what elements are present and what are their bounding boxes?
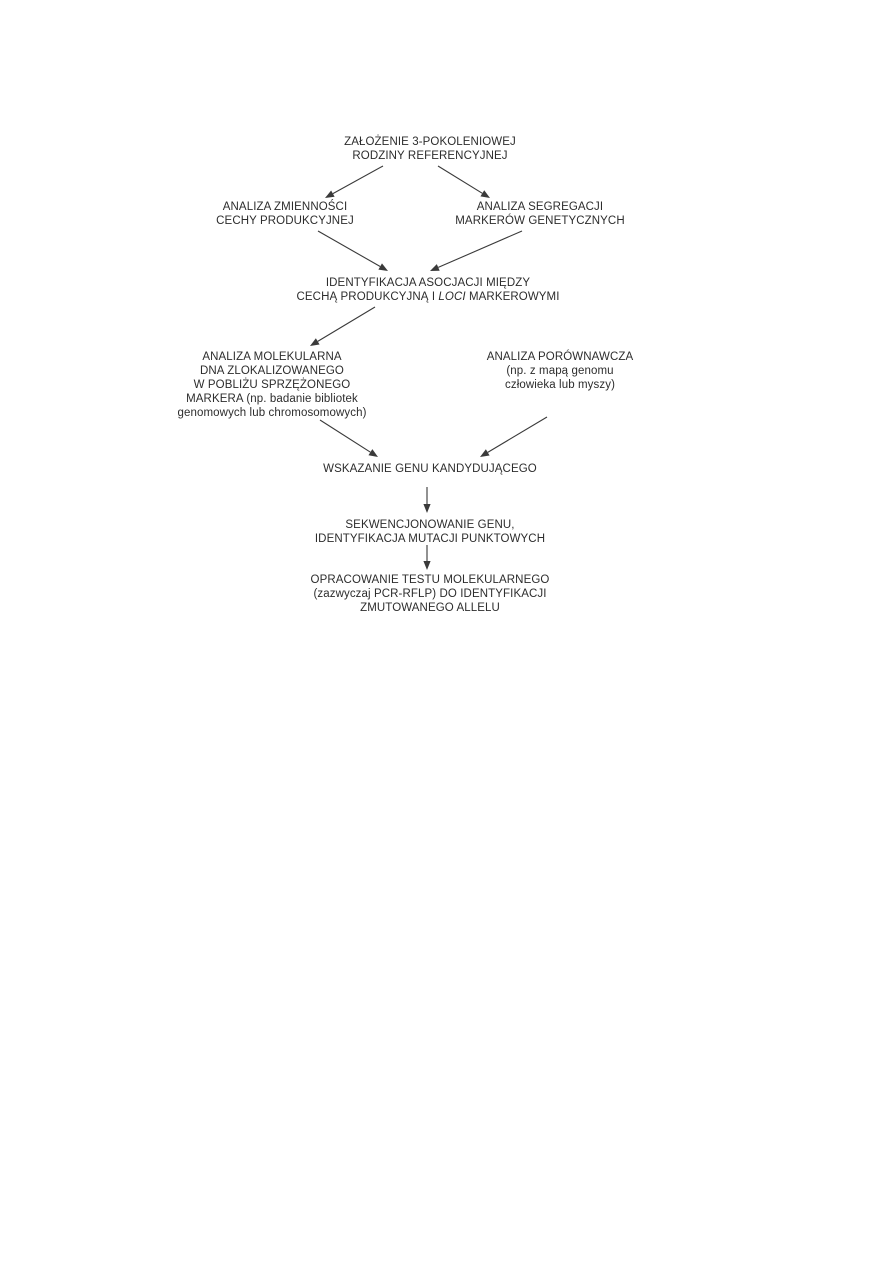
arrow-head bbox=[430, 264, 440, 271]
node-gene-sequencing bbox=[300, 518, 560, 546]
node-line: (np. z mapą genomu bbox=[506, 365, 614, 377]
node-line: IDENTYFIKACJA ASOCJACJI MIĘDZY bbox=[325, 277, 531, 289]
arrow-n4-to-n5 bbox=[310, 307, 375, 346]
node-line: IDENTYFIKACJA MUTACJI PUNKTOWYCH bbox=[314, 533, 546, 545]
node-line: RODZINY REFERENCYJNEJ bbox=[352, 150, 508, 162]
arrow-head bbox=[423, 504, 430, 513]
arrow-n2-to-n4 bbox=[318, 231, 388, 271]
arrow-n3-to-n4 bbox=[430, 231, 522, 271]
arrow-shaft bbox=[333, 166, 383, 194]
node-line: ANALIZA SEGREGACJI bbox=[476, 201, 604, 213]
arrow-n1-to-n2 bbox=[325, 166, 383, 198]
node-molecular-analysis bbox=[172, 350, 372, 420]
node-line: ZAŁOŻENIE 3-POKOLENIOWEJ bbox=[344, 136, 516, 148]
arrow-head bbox=[423, 561, 430, 570]
arrow-shaft bbox=[438, 231, 522, 267]
arrow-n5-to-n7 bbox=[320, 420, 378, 457]
arrow-head bbox=[480, 190, 490, 198]
arrow-shaft bbox=[320, 420, 370, 452]
arrow-shaft bbox=[318, 231, 380, 267]
arrow-head bbox=[378, 263, 388, 271]
node-line: (zazwyczaj PCR-RFLP) DO IDENTYFIKACJI bbox=[313, 588, 547, 600]
node-reference-family bbox=[330, 135, 530, 163]
arrow-head bbox=[480, 449, 490, 457]
node-line: MARKERA (np. badanie bibliotek bbox=[186, 393, 358, 405]
node-line: CECHY PRODUKCYJNEJ bbox=[216, 215, 354, 227]
node-comparative-analysis bbox=[485, 350, 635, 392]
node-marker-segregation bbox=[450, 200, 630, 228]
arrow-shaft bbox=[318, 307, 375, 341]
arrow-n8-to-n9 bbox=[423, 545, 430, 570]
arrow-n6-to-n7 bbox=[480, 417, 547, 457]
node-line: WSKAZANIE GENU KANDYDUJĄCEGO bbox=[323, 463, 537, 475]
node-line: ANALIZA ZMIENNOŚCI bbox=[222, 201, 348, 213]
node-line: DNA ZLOKALIZOWANEGO bbox=[200, 365, 344, 377]
arrow-shaft bbox=[488, 417, 547, 452]
node-line: człowieka lub myszy) bbox=[505, 379, 615, 391]
arrow-head bbox=[368, 449, 378, 457]
node-line: SEKWENCJONOWANIE GENU, bbox=[345, 519, 515, 531]
arrow-shaft bbox=[438, 166, 482, 193]
node-line: ANALIZA MOLEKULARNA bbox=[202, 351, 342, 363]
node-line: W POBLIŻU SPRZĘŻONEGO bbox=[193, 379, 351, 391]
node-molecular-test bbox=[295, 573, 565, 615]
node-candidate-gene bbox=[310, 462, 550, 476]
node-association-identification bbox=[278, 276, 578, 304]
node-line: ANALIZA PORÓWNAWCZA bbox=[486, 351, 634, 363]
arrow-n1-to-n3 bbox=[438, 166, 490, 198]
node-line: genomowych lub chromosomowych) bbox=[177, 407, 367, 419]
node-trait-variability bbox=[200, 200, 370, 228]
node-line: OPRACOWANIE TESTU MOLEKULARNEGO bbox=[310, 574, 550, 586]
node-line: ZMUTOWANEGO ALLELU bbox=[360, 602, 500, 614]
node-line: MARKERÓW GENETYCZNYCH bbox=[455, 215, 625, 227]
italic-term: LOCI bbox=[438, 291, 466, 303]
arrow-head bbox=[325, 191, 335, 198]
arrow-n7-to-n8 bbox=[423, 487, 430, 513]
node-line: CECHĄ PRODUKCYJNĄ I LOCI MARKEROWYMI bbox=[296, 291, 560, 303]
arrow-head bbox=[310, 338, 320, 346]
